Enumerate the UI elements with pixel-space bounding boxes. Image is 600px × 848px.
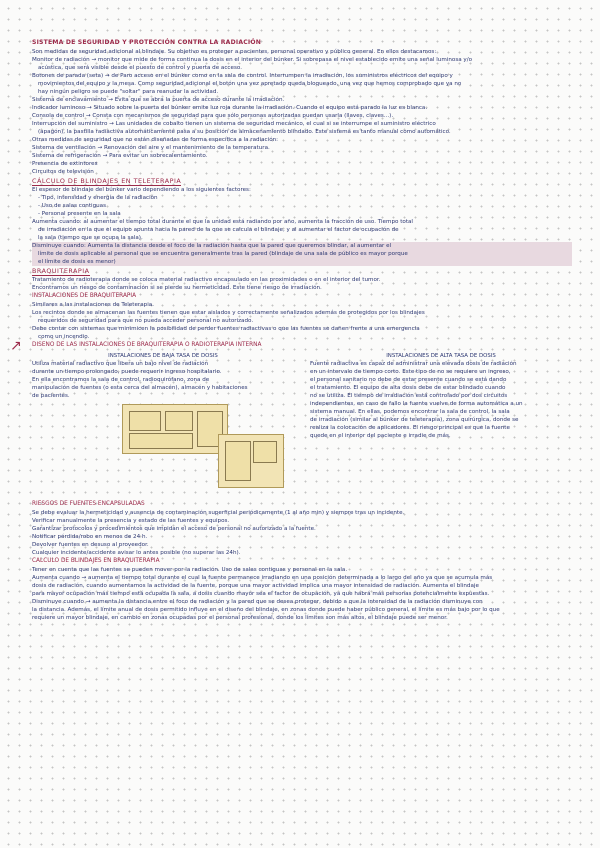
text-line: Disminuye cuando → aumenta la distancia entre el foco de radiación y la pared que se desea proteger, debido a que la intensidad de la radiación disminuye con (32, 598, 483, 605)
text-line: Consola de control → Consta con mecanismos de seguridad para que sólo personas autorizadas puedan usarla (llaves, claves...). (32, 112, 394, 119)
text-line: requeridos de seguridad para que no pueda acceder personal no autorizado. (38, 317, 254, 324)
text-line: En ella encontramos la sala de control, radioquirófano, zona de (32, 376, 210, 383)
low-dose-column (32, 352, 294, 498)
text-line: el tratamiento. El equipo de alta dosis debe de estar blindado cuando (310, 384, 506, 391)
text-line: Utiliza material radiactivo que libera un bajo nivel de radiación (32, 360, 209, 367)
text-line: acústica, que será visible desde el puesto de control y puerta de acceso. (38, 64, 242, 71)
text-line: Disminuye cuando: Aumenta la distancia desde el foco de la radiación hasta que la pared que queremos blindar, al aumentar el (32, 242, 572, 250)
text-line: Monitor de radiación → monitor que mide de forma continua la dosis en el interior del búnker. Si sobrepasa el nivel establecido emite una señal luminosa y/o (32, 56, 473, 63)
section-title-safety: SISTEMA DE SEGURIDAD Y PROTECCIÓN CONTRA LA RADIACIÓN (32, 39, 262, 46)
floor-plan-image (218, 434, 284, 488)
text-line: Garantizar protocolos y procedimientos que impidan el acceso de personal no autorizado a la fuente. (32, 525, 316, 532)
text-line: realiza la colocación de aplicadores. El riesgo principal es que la fuente (310, 424, 510, 431)
text-line: Botones de parada (seta) → de Paro acceso en el búnker como en la sala de control. Interrumpen la irradiación, los suministros eléctricos del equipo y (32, 72, 453, 79)
text-line: Verificar manualmente la presencia y estado de las fuentes y equipos. (32, 517, 230, 524)
margin-arrow-icon: ↗ (10, 338, 22, 354)
high-dose-column (310, 352, 572, 498)
text-line: Tratamiento de radioterapia donde se coloca material radiactivo encapsulado en las proximidades o en el interior del tumor. (32, 276, 381, 283)
text-line: el límite de dosis es menor) (32, 258, 572, 266)
text-line: independientes, en caso de fallo la fuente vuelve de forma automática a un (310, 400, 523, 407)
text-line: dosis de radiación, cuando aumentamos la actividad de la fuente, porque una mayor actividad implica una mayor intensidad de radiación. Aumenta el blindaje (32, 582, 479, 589)
text-line: Aumenta cuando → aumenta el tiempo total durante el cual la fuente permanece irradiando en una posición determinada a lo largo del año ya que se acumula más (32, 574, 493, 581)
notes-page (32, 38, 572, 622)
section-title-brachy-installations: INSTALACIONES DE BRAQUITERAPIA (32, 292, 137, 299)
text-line: como un incendio. (38, 333, 90, 340)
text-line: Notificar pérdida/robo en menos de 24 h. (32, 533, 148, 540)
text-line: Circuitos de televisión (32, 168, 94, 175)
text-line: no se utiliza. El tiempo de irradiación está controlado por dos circuitos (310, 392, 508, 399)
section-title-teletherapy-shielding: CÁLCULO DE BLINDAJES EN TELETERAPIA (32, 176, 182, 185)
text-line: el personal sanitario no debe de estar presente cuando se está dando (310, 376, 507, 383)
section-title-brachy-shielding: CÁLCULO DE BLINDAJES EN BRAQUITERAPIA (32, 557, 160, 564)
text-line: Otras medidas de seguridad que no están diseñadas de forma específica a la radiación: (32, 136, 279, 143)
text-line: Sistema de refrigeración → Para evitar un sobrecalentamiento. (32, 152, 208, 159)
column-heading: INSTALACIONES DE ALTA TASA DE DOSIS (386, 352, 496, 359)
low-dose-diagrams (32, 400, 294, 498)
text-line: quede en el interior del paciente e irradie de más. (310, 432, 451, 439)
bullet-item: - Personal presente en la sala (38, 210, 121, 217)
design-columns (32, 352, 572, 498)
text-line: Indicador luminoso → Situado sobre la puerta del búnker emite luz roja durante la irradiación. Cuando el equipo está parado la luz es blanca. (32, 104, 428, 111)
text-line: la sala (tiempo que se ocupa la sala). (38, 234, 143, 241)
floor-plan-image (122, 404, 228, 454)
text-line: durante un tiempo prolongado, puede requerir ingreso hospitalario. (32, 368, 222, 375)
text-line: de pacientes. (32, 392, 70, 399)
text-line: de irradiación en la que el equipo apunta hacia la pared de la que se calcula el blindaje, y al aumentar el factor de ocupación de (38, 226, 399, 233)
text-line: Son medidas de seguridad adicional al blindaje. Su objetivo es proteger a pacientes, personal operativo y público general. En ellos destacamos: (32, 48, 437, 55)
text-line: de irradiación (similar al búnker de teleterapia), zona quirúrgica, donde se (310, 416, 519, 423)
column-heading: INSTALACIONES DE BAJA TASA DE DOSIS (108, 352, 218, 359)
text-line: Fuente radiactiva es capaz de administrar una elevada dosis de radiación (310, 360, 517, 367)
text-line: Tener en cuenta que las fuentes se pueden mover por la radiación. Uso de salas contiguas y personal en la sala. (32, 566, 348, 573)
safety-lines (32, 48, 572, 176)
section-title-design: DISEÑO DE LAS INSTALACIONES DE BRAQUITERAPIA O RADIOTERAPIA INTERNA (32, 341, 262, 348)
text-line: movimientos del equipo y la mesa. Como seguridad adicional el botón una vez apretado queda bloqueado, una vez que hemos comprobado que ya no (38, 80, 462, 87)
text-line: requiere un mayor blindaje, en cambio en zonas ocupadas por el personal profesional, donde los límites son más altos, el blindaje puede ser menor. (32, 614, 448, 621)
text-line: Interrupción del suministro → Las unidades de cobalto tienen un sistema de seguridad mecánico, el cual si se interrumpe el suministro eléctrico (32, 120, 436, 127)
text-line: manipulación de fuentes (o esta cerca del almacén), almacén y habitaciones (32, 384, 248, 391)
text-line: Aumenta cuando: al aumentar el tiempo total durante el que la unidad está radiando por año, aumenta la fracción de uso. Tiempo total (32, 218, 413, 225)
text-line: Encontramos un riesgo de contaminación si se pierde su hermeticidad. Este tiene riesgo de irradiación. (32, 284, 322, 291)
text-line: para mayor ocupación más tiempo está ocupada la sala, a dosis cuando mayor sea el factor de ocupación, ya que habrá más personas potencialmente expuestas. (32, 590, 490, 597)
text-line: Devolver fuentes en desuso al proveedor. (32, 541, 149, 548)
text-line: Sistema de enclavamiento → Evita que se abra la puerta de acceso durante la irradiación. (32, 96, 285, 103)
text-line: El espesor de blindaje del búnker vario dependiendo a los siguientes factores: (32, 186, 251, 193)
text-line: (apagón), la pastilla radiactiva automáticamente pasa a su posición de almacenamiento blindado. Este sistema es tanto manual como automático. (38, 128, 451, 135)
text-line: hay ningún peligro se puede "soltar" para reanudar la actividad. (38, 88, 219, 95)
section-title-brachytherapy: BRAQUITERAPIA (32, 266, 90, 275)
text-line: Similares a las instalaciones de Teleterapia. (32, 301, 154, 308)
text-line: Se debe evaluar la hermeticidad y ausencia de contaminación superficial periódicamente (1 al año min) y siempre tras un incidente. (32, 509, 405, 516)
text-line: sistema manual. En ellas, podemos encontrar la sala de control, la sala (310, 408, 510, 415)
text-line: en un intervalo de tiempo corto. Este tipo de no se requiere un ingreso, (310, 368, 511, 375)
bullet-item: - Tipo, intensidad y energía de la radiación (38, 194, 158, 201)
text-line: la distancia. Además, el límite anual de dosis permitido influye en el diseño del blindaje, en zonas donde puede haber público general, el límite es más bajo por lo que (32, 606, 500, 613)
section-title-encapsulated-risks: RIESGOS DE FUENTES ENCAPSULADAS (32, 500, 145, 507)
bullet-item: - Uso de salas contiguas (38, 202, 107, 209)
text-line: Los recintos donde se almacenan las fuentes tienen que estar aislados y correctamente señalizados además de protegidos por los blindajes (32, 309, 425, 316)
text-line: Presencia de extintores (32, 160, 98, 167)
text-line: Cualquier incidente/accidente avisar lo antes posible (no superar las 24h). (32, 549, 241, 556)
text-line: Sistema de ventilación → Renovación del aire y el mantenimiento de la temperatura. (32, 144, 270, 151)
text-line: Debe contar con sistemas que minimicen la posibilidad de perder fuentes radiactivas o que las fuentes se dañen frente a una emergencia (32, 325, 420, 332)
text-line: límite de dosis aplicable al personal que se encuentra generalmente tras la pared (blindaje de una sala de público es mayor porque (32, 250, 572, 258)
